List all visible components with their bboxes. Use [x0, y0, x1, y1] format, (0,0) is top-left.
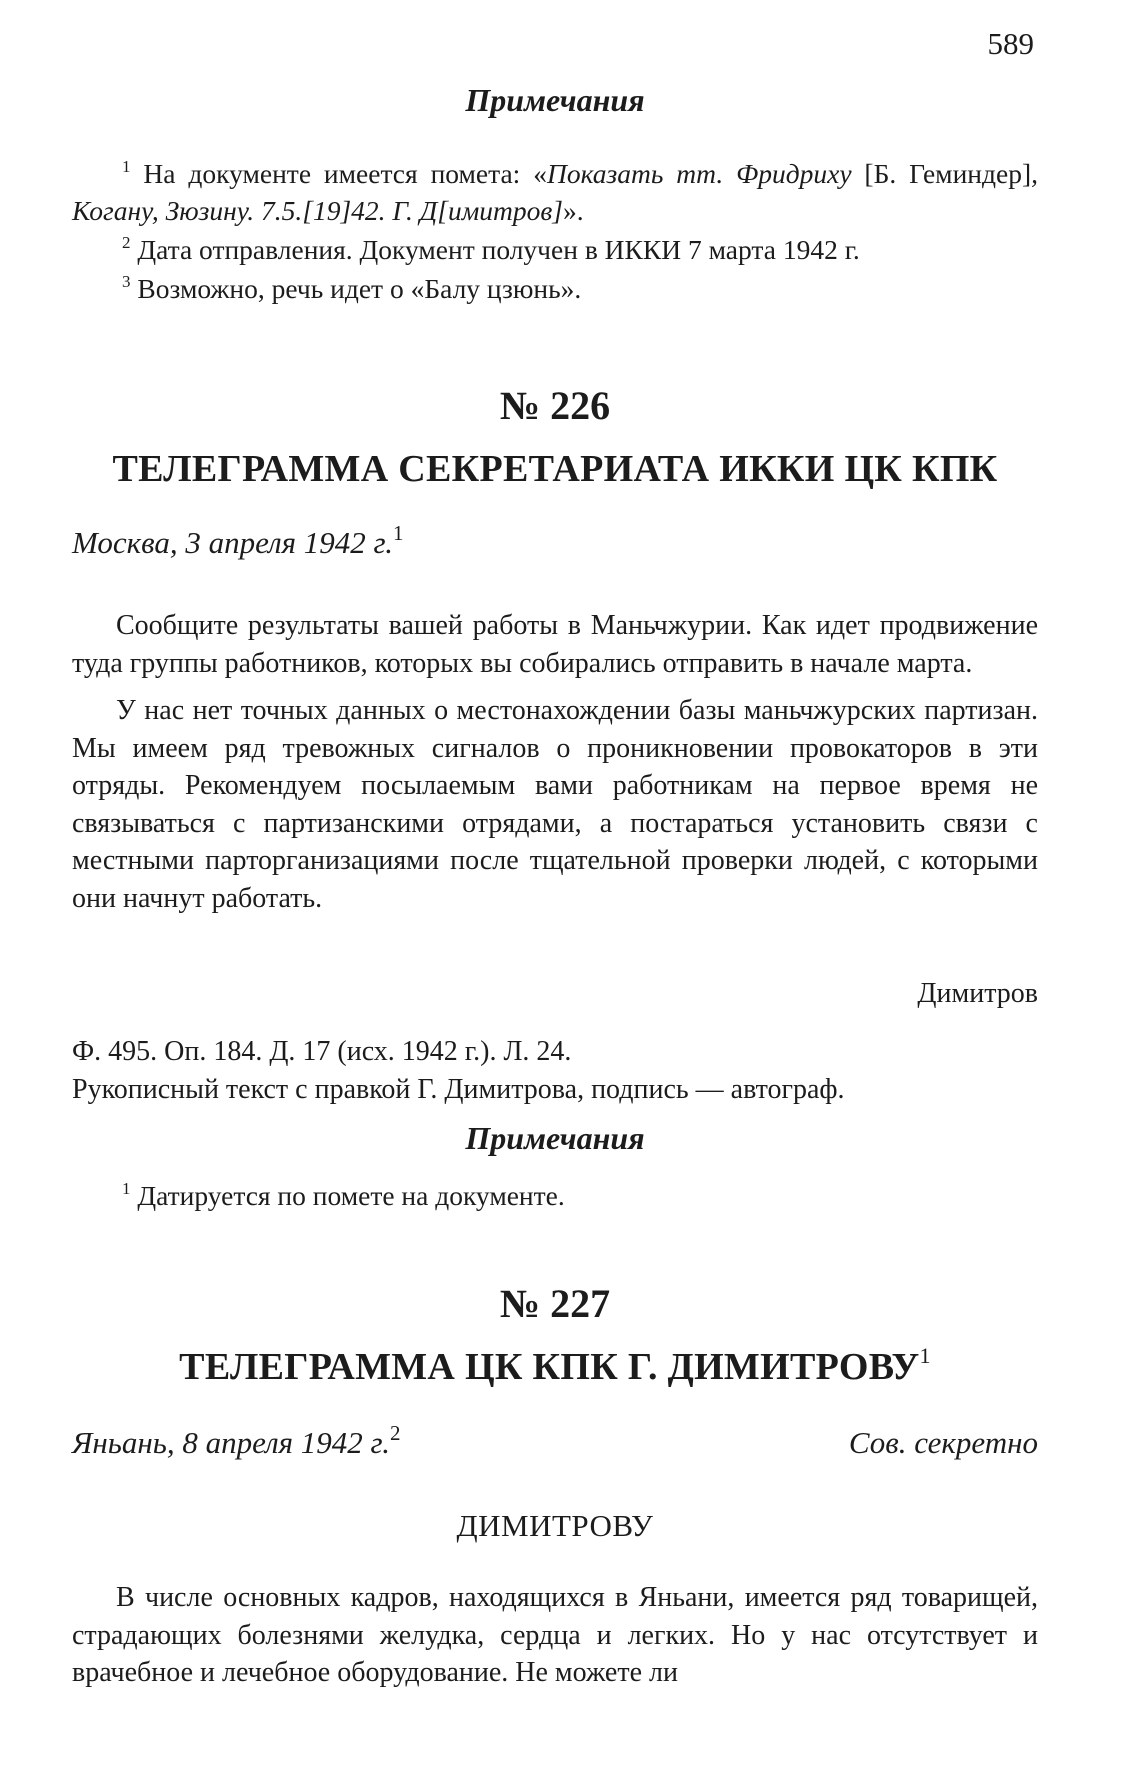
dateline	[72, 521, 1038, 561]
footnote-marker: 2	[122, 233, 131, 252]
footnote-text: Показать тт. Фридриху	[546, 158, 852, 189]
document-number: № 227	[499, 1281, 611, 1326]
footnote-text: Дата отправления. Документ получен в ИККИ 7 марта 1942 г.	[137, 234, 860, 265]
place-date-text: Яньань, 8 апреля 1942 г.	[72, 1425, 390, 1460]
footnote-marker: 1	[919, 1343, 931, 1368]
document-226-body	[72, 607, 1038, 917]
document-226-title-block	[72, 447, 1038, 491]
footnote-text: Возможно, речь идет о «Балу цзюнь».	[137, 273, 582, 304]
place-date	[72, 521, 404, 561]
footnote	[72, 1177, 1038, 1214]
document-title	[72, 1345, 1038, 1389]
notes-heading: Примечания	[465, 82, 645, 118]
footnote	[72, 270, 1038, 307]
classification: Сов. секретно	[848, 1425, 1038, 1460]
notes-section-previous	[72, 82, 1038, 307]
document-226-archive	[72, 1033, 1038, 1108]
place-date-text: Москва, 3 апреля 1942 г.	[72, 525, 393, 560]
body-paragraph: У нас нет точных данных о местонахождении базы маньчжурских партизан. Мы имеем ряд тревожных сигналов о проникновении провокаторов в эти отряды. Рекомендуем посылаемым вами работникам на первое время не связываться с партизанскими отрядами, а постараться установить связи с местными парторганизациями после тщательной проверки людей, с которыми они начнут работать.	[72, 695, 1038, 914]
footnote-marker: 1	[393, 521, 404, 545]
footnote-text: , Когану, Зюзину. 7.5.[19]42. Г. Д[имитров]	[72, 158, 1038, 226]
document-title-text: ТЕЛЕГРАММА ЦК КПК Г. ДИМИТРОВУ	[179, 1346, 920, 1388]
dateline	[72, 1421, 1038, 1461]
footnote	[72, 231, 1038, 268]
place-date	[72, 1421, 401, 1461]
document-227-address-block	[72, 1508, 1038, 1544]
body-paragraph: Сообщите результаты вашей работы в Маньчжурии. Как идет продвижение туда группы работников, которых вы собирались отправить в начале марта.	[72, 610, 1038, 679]
document-227-title-block	[72, 1345, 1038, 1389]
document-227-dateline	[72, 1421, 1038, 1461]
footnote-text: Датируется по помете на документе.	[137, 1180, 565, 1211]
archive-reference: Ф. 495. Оп. 184. Д. 17 (исх. 1942 г.). Л. 24.	[72, 1036, 572, 1067]
page-number: 589	[987, 26, 1034, 61]
footnote-marker: 1	[122, 1179, 131, 1198]
footnote-text: На документе имеется помета: «	[143, 158, 547, 189]
document-title: ТЕЛЕГРАММА СЕКРЕТАРИАТА ИККИ ЦК КПК	[112, 448, 998, 490]
archive-description: Рукописный текст с правкой Г. Димитрова, подпись — автограф.	[72, 1073, 845, 1105]
notes-list	[72, 155, 1038, 307]
footnote-marker: 1	[122, 157, 131, 176]
document-226-dateline	[72, 521, 1038, 561]
notes-heading: Примечания	[465, 1120, 645, 1156]
signature: Димитров	[917, 978, 1038, 1009]
footnote-text: ».	[563, 195, 584, 226]
document-227	[72, 1280, 1038, 1327]
footnote-marker: 2	[389, 1421, 401, 1445]
body-paragraph: В числе основных кадров, находящихся в Яньани, имеется ряд товарищей, страдающих болезнями желудка, сердца и легких. Но у нас отсутствует и врачебное и лечебное оборудование. Не можете ли	[72, 1582, 1038, 1688]
footnote-text: [Б. Геминдер]	[851, 158, 1032, 189]
document-226-signature-block	[72, 978, 1038, 1010]
footnote	[72, 155, 1038, 229]
footnote-marker: 3	[122, 272, 131, 291]
document-226	[72, 382, 1038, 429]
document-227-body	[72, 1579, 1038, 1692]
document-number: № 226	[499, 383, 611, 428]
document-226-notes	[72, 1120, 1038, 1214]
addressee: ДИМИТРОВУ	[456, 1508, 654, 1543]
